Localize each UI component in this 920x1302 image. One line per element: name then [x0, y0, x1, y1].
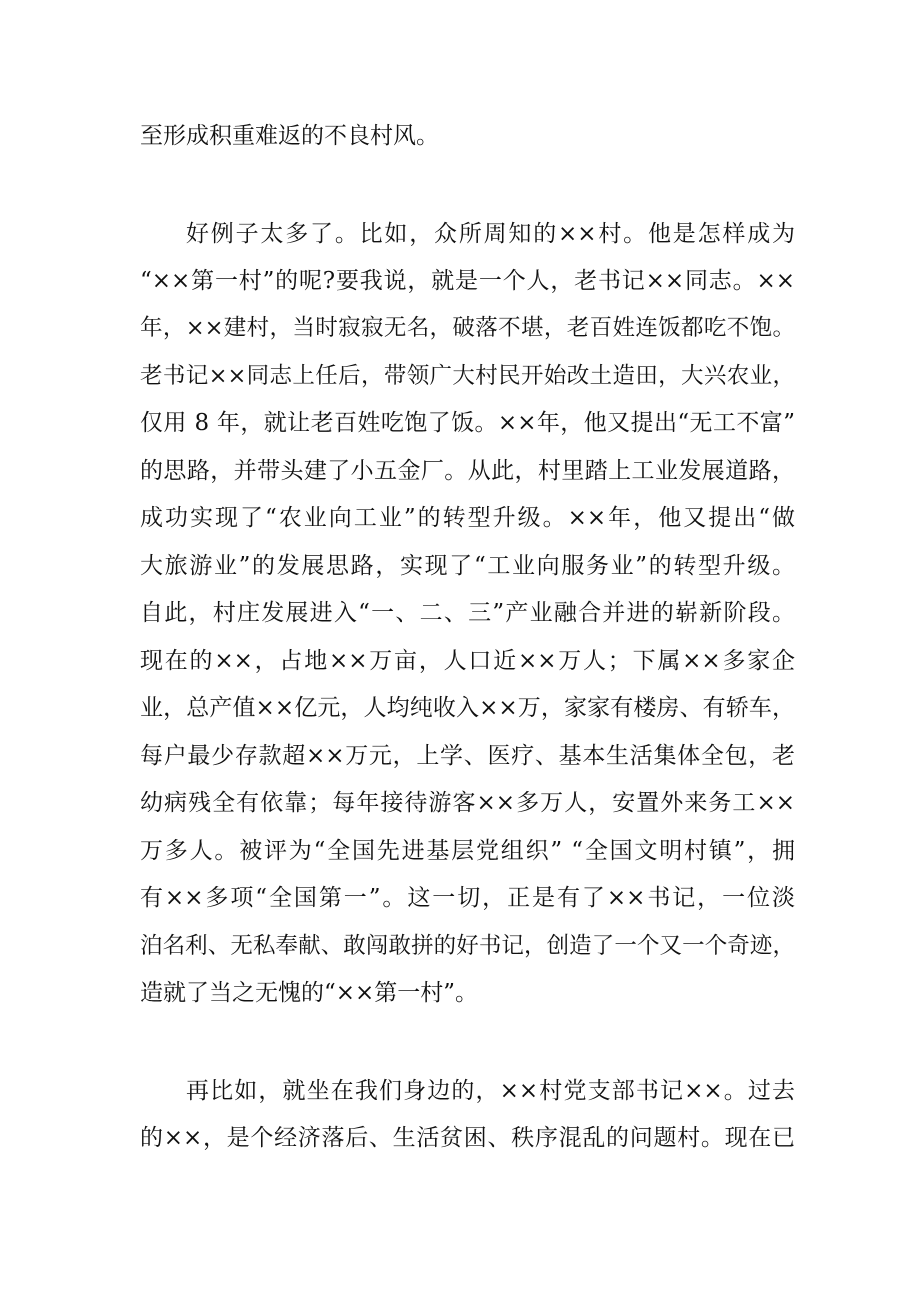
paragraph-2-line-4: 老书记××同志上任后，带领广大村民开始改土造田，大兴农业，	[140, 363, 795, 389]
paragraph-2-line-6: 的思路，并带头建了小五金厂。从此，村里踏上工业发展道路，	[140, 458, 795, 484]
paragraph-2-line-10: 现在的××，占地××万亩，人口近××万人；下属××多家企	[140, 648, 795, 674]
paragraph-2-line-16: 泊名利、无私奉献、敢闯敢拼的好书记，创造了一个又一个奇迹，	[140, 933, 795, 959]
paragraph-2-line-15: 有××多项“全国第一”。这一切，正是有了××书记，一位淡	[140, 885, 795, 911]
paragraph-2-line-3: 年，××建村，当时寂寂无名，破落不堪，老百姓连饭都吃不饱。	[140, 315, 795, 341]
paragraph-2-line-8: 大旅游业”的发展思路，实现了“工业向服务业”的转型升级。	[140, 553, 795, 579]
paragraph-2-line-5: 仅用 8 年，就让老百姓吃饱了饭。××年，他又提出“无工不富”	[140, 410, 795, 436]
paragraph-3-line-1: 再比如，就坐在我们身边的，××村党支部书记××。过去	[186, 1078, 795, 1104]
paragraph-2-line-2: “××第一村”的呢?要我说，就是一个人，老书记××同志。××	[140, 268, 795, 294]
paragraph-2-line-12: 每户最少存款超××万元，上学、医疗、基本生活集体全包，老	[140, 743, 795, 769]
paragraph-2-line-13: 幼病残全有依靠；每年接待游客××多万人，安置外来务工××	[140, 790, 795, 816]
paragraph-1-line-1: 至形成积重难返的不良村风。	[140, 123, 439, 149]
paragraph-2-line-1: 好例子太多了。比如，众所周知的××村。他是怎样成为	[186, 221, 795, 247]
paragraph-2-line-7: 成功实现了“农业向工业”的转型升级。××年，他又提出“做	[140, 505, 795, 531]
paragraph-2-line-14: 万多人。被评为“全国先进基层党组织” “全国文明村镇”，拥	[140, 838, 795, 864]
paragraph-2-line-11: 业，总产值××亿元，人均纯收入××万，家家有楼房、有轿车，	[140, 695, 795, 721]
paragraph-3-line-2: 的××，是个经济落后、生活贫困、秩序混乱的问题村。现在已	[140, 1125, 795, 1151]
paragraph-2-line-9: 自此，村庄发展进入“一、二、三”产业融合并进的崭新阶段。	[140, 600, 795, 626]
paragraph-2-line-17: 造就了当之无愧的“××第一村”。	[140, 980, 479, 1006]
